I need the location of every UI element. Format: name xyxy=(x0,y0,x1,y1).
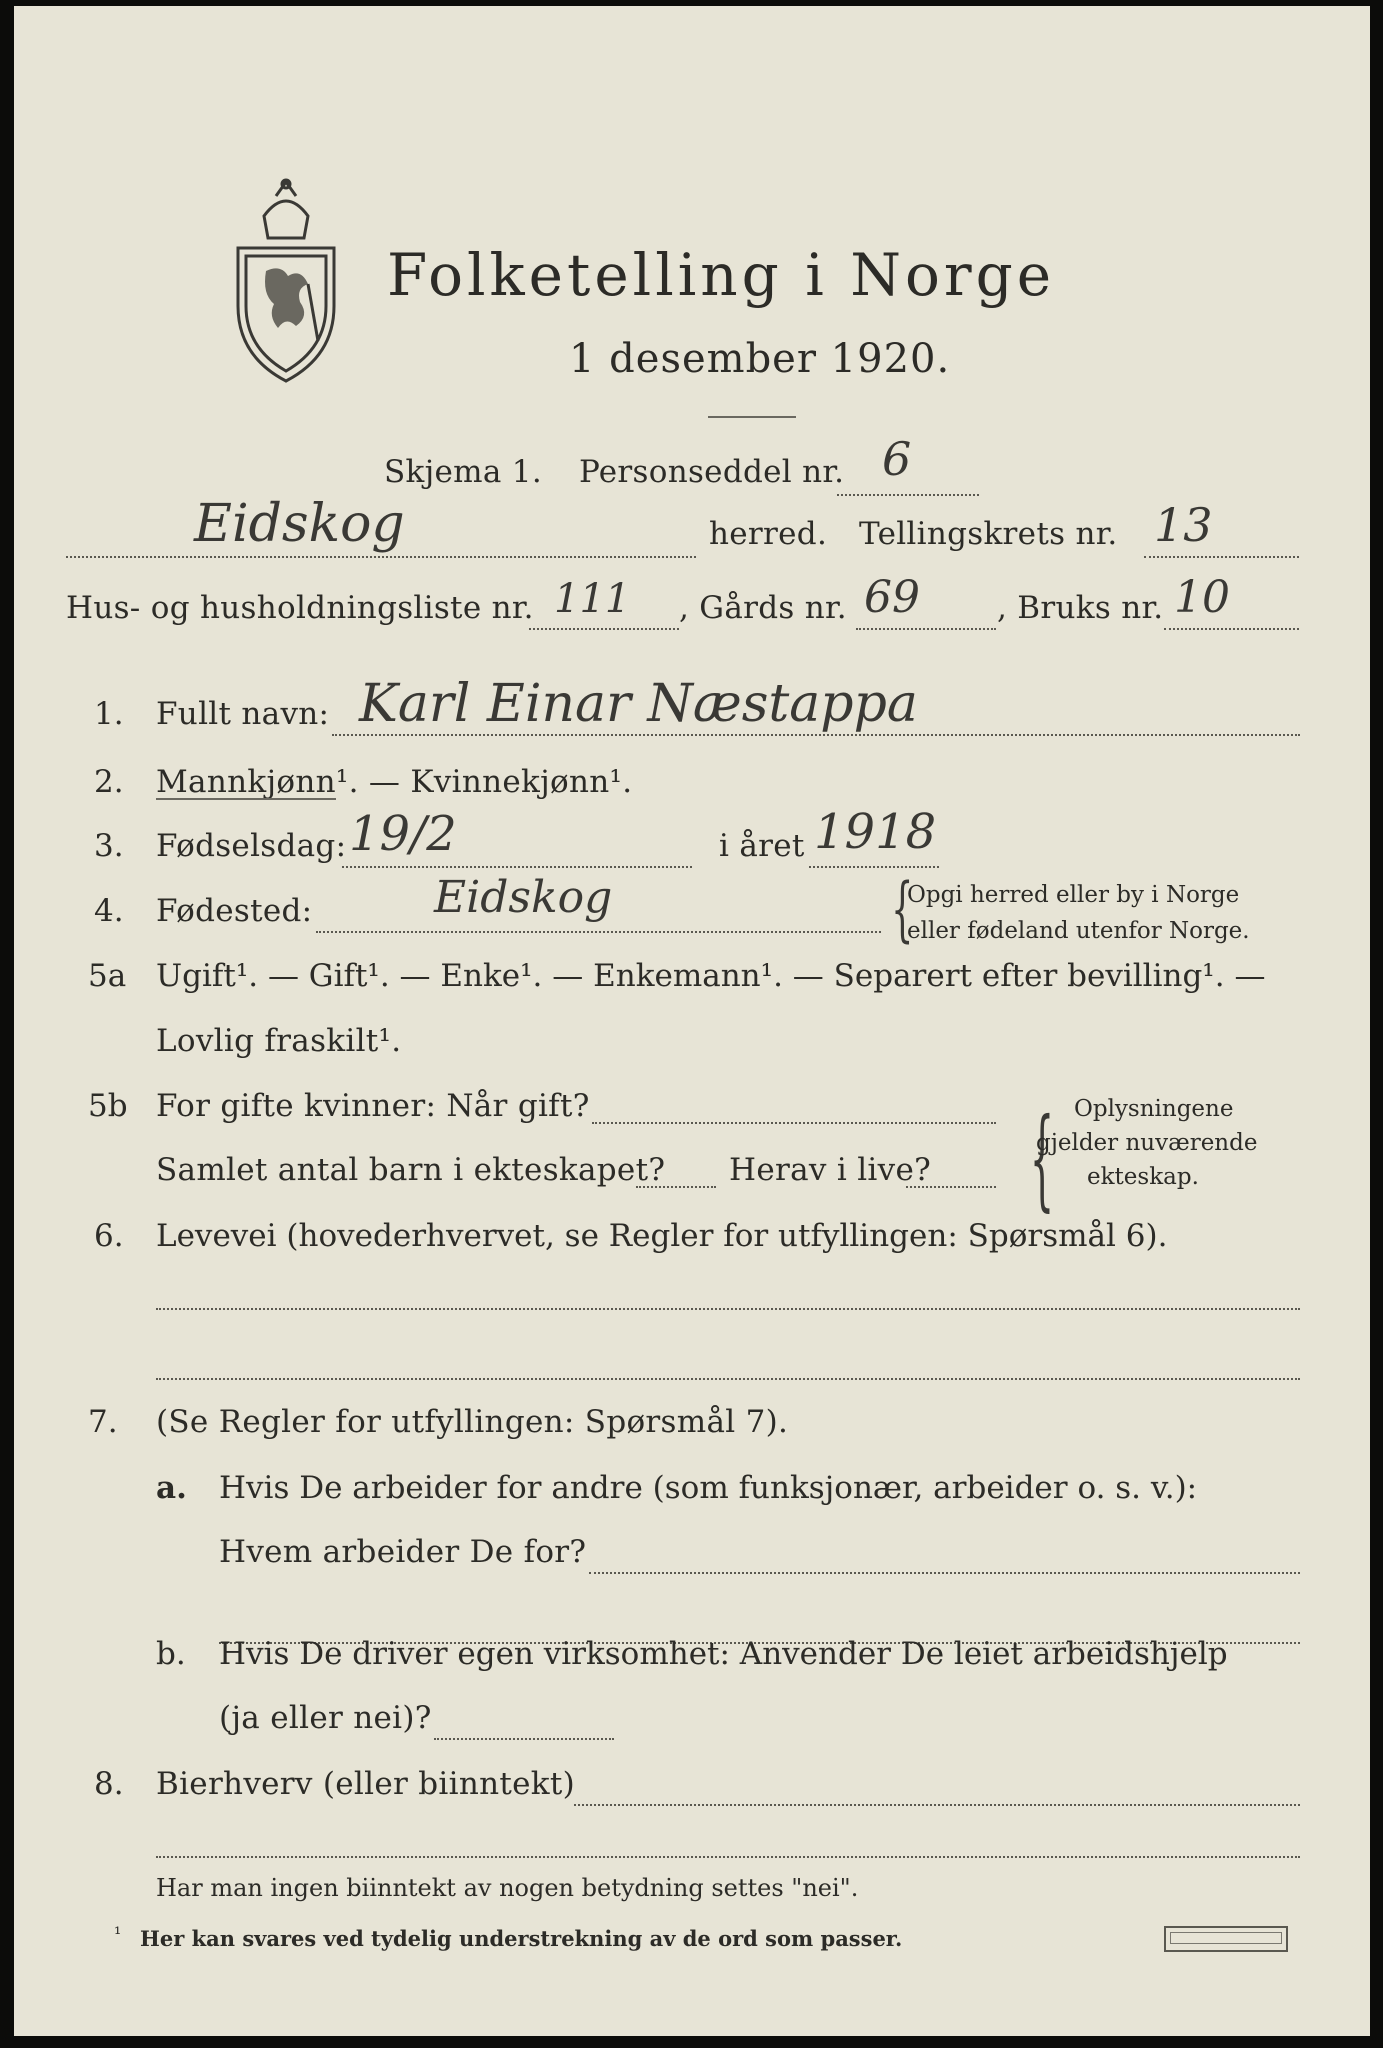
q5b-brace: { xyxy=(1029,1094,1055,1222)
census-form xyxy=(14,6,1370,2036)
birthplace-line xyxy=(316,931,881,933)
children-alive-label: Herav i live? xyxy=(729,1152,932,1188)
birth-year-value[interactable]: 1918 xyxy=(814,804,937,860)
hus-line xyxy=(529,628,679,630)
q7-number: 7. xyxy=(88,1404,118,1440)
birthplace-value[interactable]: Eidskog xyxy=(434,872,613,923)
birthplace-label: Fødested: xyxy=(156,893,313,929)
marital-status-divorced[interactable]: Lovlig fraskilt¹. xyxy=(156,1023,402,1059)
hus-label: Hus- og husholdningsliste nr. xyxy=(66,590,534,626)
birthdate-line xyxy=(342,866,692,868)
personseddel-value[interactable]: 6 xyxy=(882,432,912,486)
sex-underline xyxy=(156,798,336,800)
personseddel-label: Personseddel nr. xyxy=(579,454,845,490)
footnote: Her kan svares ved tydelig understrekning av de ord som passer. xyxy=(140,1926,903,1951)
sex-options[interactable]: Mannkjønn¹. — Kvinnekjønn¹. xyxy=(156,764,633,800)
tellingskrets-label: Tellingskrets nr. xyxy=(859,516,1118,552)
schema-label: Skjema 1. xyxy=(384,454,542,490)
employer-line[interactable] xyxy=(589,1572,1300,1574)
children-total-line xyxy=(636,1186,716,1188)
full-name-label: Fullt navn: xyxy=(156,696,330,732)
birthdate-value[interactable]: 19/2 xyxy=(349,806,457,862)
q4-brace: { xyxy=(891,868,914,950)
q7b-text: Hvis De driver egen virksomhet: Anvender De leiet arbeidshjelp xyxy=(219,1636,1228,1672)
printer-stamp xyxy=(1164,1926,1288,1952)
children-total-label: Samlet antal barn i ekteskapet? xyxy=(156,1152,666,1188)
gards-label: , Gårds nr. xyxy=(679,590,847,626)
birthplace-note-2: eller fødeland utenfor Norge. xyxy=(907,918,1250,944)
children-alive-line xyxy=(906,1186,996,1188)
full-name-line xyxy=(332,734,1300,736)
q2-number: 2. xyxy=(94,764,124,800)
footnote-mark: ¹ xyxy=(114,1924,122,1945)
occupation-line-1[interactable] xyxy=(156,1308,1300,1310)
q5a-number: 5a xyxy=(88,958,127,994)
side-income-line-2[interactable] xyxy=(156,1856,1300,1858)
q7a-text: Hvis De arbeider for andre (som funksjonær, arbeider o. s. v.): xyxy=(219,1470,1198,1506)
hired-help-line[interactable] xyxy=(434,1738,614,1740)
occupation-line-2[interactable] xyxy=(156,1378,1300,1380)
coat-of-arms-icon xyxy=(226,176,346,386)
q7b-number: b. xyxy=(156,1636,186,1672)
hired-help-label: (ja eller nei)? xyxy=(219,1700,432,1736)
q7a-number: a. xyxy=(156,1470,187,1506)
no-income-note: Har man ingen biinntekt av nogen betydning settes "nei". xyxy=(156,1874,859,1902)
occupation-label: Levevei (hovederhvervet, se Regler for utfyllingen: Spørsmål 6). xyxy=(156,1218,1168,1254)
marital-status-options[interactable]: Ugift¹. — Gift¹. — Enke¹. — Enkemann¹. — Separert efter bevilling¹. — xyxy=(156,958,1266,994)
birthdate-label: Fødselsdag: xyxy=(156,828,347,864)
bruks-line xyxy=(1164,628,1299,630)
q1-number: 1. xyxy=(94,696,124,732)
q3-number: 3. xyxy=(94,828,124,864)
bruks-label: , Bruks nr. xyxy=(997,590,1164,626)
full-name-value[interactable]: Karl Einar Næstappa xyxy=(359,674,918,734)
hus-value[interactable]: 111 xyxy=(554,576,631,622)
gards-line xyxy=(856,628,996,630)
birthplace-note-1: Opgi herred eller by i Norge xyxy=(907,882,1240,908)
q5b-note-3: ekteskap. xyxy=(1087,1164,1199,1190)
form-title: Folketelling i Norge xyxy=(387,241,1056,309)
tellingskrets-value[interactable]: 13 xyxy=(1154,498,1213,552)
personseddel-line xyxy=(837,494,979,496)
employer-label: Hvem arbeider De for? xyxy=(219,1534,587,1570)
q5b-note-1: Oplysningene xyxy=(1074,1096,1234,1122)
tellingskrets-line xyxy=(1144,556,1299,558)
q4-number: 4. xyxy=(94,893,124,929)
birth-year-label: i året xyxy=(719,828,805,864)
side-income-label: Bierhverv (eller biinntekt) xyxy=(156,1766,576,1802)
q8-number: 8. xyxy=(94,1766,124,1802)
bruks-value[interactable]: 10 xyxy=(1174,572,1230,623)
herred-label: herred. xyxy=(709,516,828,552)
herred-value[interactable]: Eidskog xyxy=(194,494,405,554)
title-divider xyxy=(708,416,796,418)
side-income-line[interactable] xyxy=(574,1804,1300,1806)
herred-line xyxy=(66,556,696,558)
q5b-number: 5b xyxy=(88,1088,128,1124)
q6-number: 6. xyxy=(94,1218,124,1254)
birth-year-line xyxy=(809,866,939,868)
q5b-note-2: gjelder nuværende xyxy=(1036,1130,1258,1156)
married-when-label: For gifte kvinner: Når gift? xyxy=(156,1088,590,1124)
gards-value[interactable]: 69 xyxy=(864,572,920,623)
q7-label: (Se Regler for utfyllingen: Spørsmål 7). xyxy=(156,1404,789,1440)
married-when-line xyxy=(592,1122,996,1124)
form-date: 1 desember 1920. xyxy=(569,336,951,382)
